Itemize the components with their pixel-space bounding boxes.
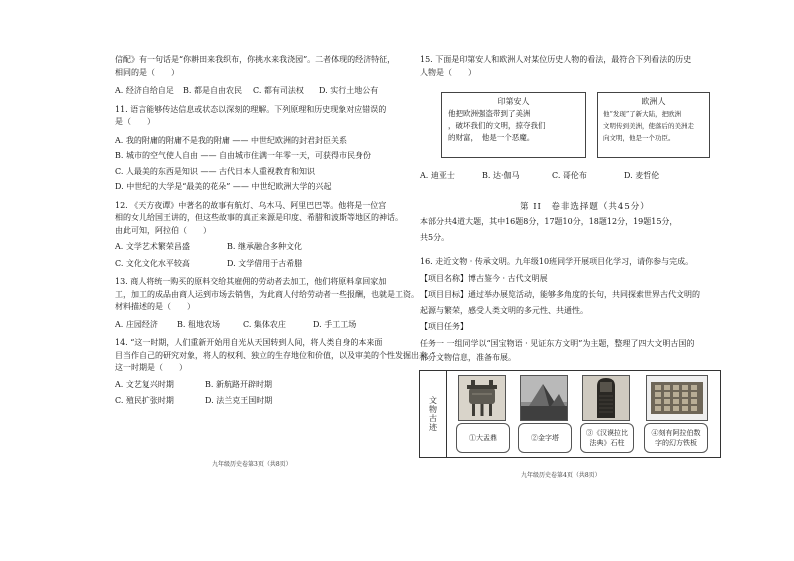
artifact-item (514, 371, 574, 457)
q16-stem-line: 16. 走近文物 · 传承文明。九年级10班同学开展项目化学习，请你参与完成。 (420, 257, 694, 266)
q11-stem-line: 是（ ） (115, 117, 155, 126)
option-b: B. 新航路开辟时期 (205, 379, 272, 389)
q14-stem-line: 这一时期是（ ） (115, 363, 187, 372)
quote-box-line: 他“发现”了新大陆，把欧洲 (603, 110, 682, 118)
bronze-ding-image (458, 375, 506, 421)
page-footer-right: 九年级历史卷第4页（共8页） (521, 472, 601, 479)
q10-options (115, 85, 387, 98)
option-d: D. 实行土地公有 (319, 86, 379, 95)
q14-stem-line: 目当作自己的研究对象，将人的权利、独立的生存地位和价值，以及审美的个性发掘出来。” (115, 350, 436, 360)
artifact-item (642, 371, 714, 457)
q12-stem-line: 12. 《天方夜谭》中著名的故事有航灯、乌木马、阿里巴巴等。他将是一位宫 (115, 200, 387, 210)
q11-option-d: D. 中世纪的大学是“最美的花朵” —— 中世纪欧洲大学的兴起 (115, 182, 332, 191)
artifact-item (576, 371, 636, 457)
quote-box-title: 印第安人 (497, 97, 530, 106)
option-b: B. 继承融合多种文化 (227, 242, 302, 251)
q15-stem-line: 人物是（ ） (420, 67, 476, 77)
task-one-line: 任务一 一组同学以“国宝物语 · 见证东方文明”为主题，整理了四大文明古国的 (420, 338, 695, 348)
quote-box-line: 向文明，他是一个功臣。 (603, 134, 675, 142)
q16-content (420, 256, 720, 365)
option-a: A. 庄园经济 (115, 319, 158, 329)
project-task-heading: 【项目任务】 (420, 322, 468, 331)
option-a: A. 经济自给自足 (115, 86, 174, 95)
option-a: A. 文艺复兴时期 (115, 379, 174, 389)
artifact-caption-line: 法典》石柱 (589, 439, 625, 447)
q14-options-row (115, 379, 387, 392)
q12-options-row (115, 241, 387, 254)
project-name-line: 【项目名称】博古鉴今 · 古代文明展 (420, 273, 548, 283)
artifact-caption (644, 423, 708, 453)
quote-box-line: 他把欧洲强盗带到了美洲 (448, 109, 531, 118)
option-c: C. 文化文化水平较高 (115, 258, 190, 268)
q13-options (115, 319, 387, 332)
option-a: A. 迪亚士 (420, 171, 455, 180)
q15-options (420, 170, 720, 183)
artifact-caption (456, 423, 510, 453)
magic-square-plate-image (646, 375, 708, 421)
option-b: B. 租地农场 (177, 319, 220, 329)
option-d: D. 手工工场 (313, 319, 357, 329)
section-intro-line: 共5分。 (420, 232, 450, 242)
artifact-caption-line: ①大盂鼎 (469, 434, 497, 442)
quote-box-line: 的财富， 他是一个恶魔。 (448, 133, 535, 142)
section-intro-line: 本部分共4道大题，其中16题8分，17题10分，18题12分，19题15分， (420, 217, 678, 226)
q12-stem-line: 由此可知，阿拉伯（ ） (115, 225, 211, 235)
q14-stem-line: 14. “这一时期，人们重新开始用自光从天国转到人间，将人类自身的本来面 (115, 338, 383, 347)
artifact-caption-line: ③《汉谟拉比 (586, 429, 628, 437)
artifact-item (452, 371, 512, 457)
artifact-caption-line: 字的幻方铁板 (655, 439, 697, 447)
hammurabi-stele-image (582, 375, 630, 421)
pyramid-image (520, 375, 568, 421)
artifact-table (419, 370, 721, 458)
right-page-content (420, 54, 720, 79)
artifact-caption (518, 423, 572, 453)
option-d: D. 法兰克王国时期 (205, 396, 273, 405)
option-c: C. 哥伦布 (552, 171, 587, 180)
option-b: B. 都是自由农民 (183, 86, 242, 95)
q13-stem-line: 13. 商人将统一购买的原料交给其雇佣的劳动者去加工，他们将原料拿回家加 (115, 277, 387, 286)
quote-box-line: ，破坏我们的文明，掠夺我们 (448, 121, 546, 130)
q13-stem-line: 材料描述的是（ ） (115, 302, 195, 311)
q14-options-row (115, 395, 387, 408)
q13-stem-line: 工，加工的成品由商人运到市场去销售，为此商人付给劳动者一些报酬，也就是工资。 (115, 289, 419, 299)
page-footer-left: 九年级历史卷第3页（共8页） (212, 461, 292, 468)
q11-option-c: C. 人最美的东西是知识 —— 古代日本人重视教育和知识 (115, 166, 316, 176)
artifact-caption (580, 423, 634, 453)
project-goal-line: 起源与繁荣，感受人类文明的多元性、共通性。 (420, 305, 588, 315)
q12-options-row (115, 258, 387, 271)
quote-box-european (597, 92, 710, 158)
artifact-caption-line: ②金字塔 (531, 434, 559, 442)
quote-box-indigenous (441, 92, 586, 158)
project-goal-line: 【项目目标】通过举办展览活动，能够多角度的长句，共同探索世界古代文明的 (420, 290, 700, 299)
option-a: A. 文学艺术繁荣昌盛 (115, 242, 190, 251)
option-c: C. 集体农庄 (243, 319, 286, 329)
artifact-row-header: 文物古迹 (420, 371, 447, 457)
section-intro (420, 216, 720, 244)
task-one-line: 部分文物信息，准备布展。 (420, 353, 516, 362)
option-d: D. 麦哲伦 (624, 171, 660, 180)
section-title: 第 II 卷非选择题（共45分） (520, 202, 650, 212)
question-text-line: 信配》有一句话是“你耕田来我织布，你挑水来我浇园”。二者体现的经济特征， (115, 55, 396, 64)
q11-stem-line: 11. 语言能够传达信息或状态以深刻的理解。下列原理和历史现象对应错误的 (115, 104, 387, 114)
q12-stem-line: 相的女儿给国王讲的，但这些故事的真正来源是印度、希腊和波斯等地区的神话。 (115, 213, 403, 222)
quote-box-title: 欧洲人 (641, 97, 666, 106)
artifact-caption-line: ④刻有阿拉伯数 (651, 429, 701, 437)
option-b: B. 达·伽马 (482, 171, 520, 180)
option-c: C. 都有司法权 (253, 86, 304, 95)
question-text-line: 相同的是（ ） (115, 67, 179, 77)
option-d: D. 文学借用于古希腊 (227, 258, 303, 268)
q15-stem-line: 15. 下面是印第安人和欧洲人对某位历史人物的看法，最符合下列看法的历史 (420, 55, 692, 64)
q11-option-a: A. 我的附庸的附庸不是我的附庸 —— 中世纪欧洲的封君封臣关系 (115, 135, 347, 145)
quote-box-line: 文明传到美洲，使落后的美洲走 (603, 122, 694, 130)
q11-option-b: B. 城市的空气使人自由 —— 自由城市住满一年零一天，可获得市民身份 (115, 151, 372, 160)
option-c: C. 殖民扩张时期 (115, 396, 174, 405)
